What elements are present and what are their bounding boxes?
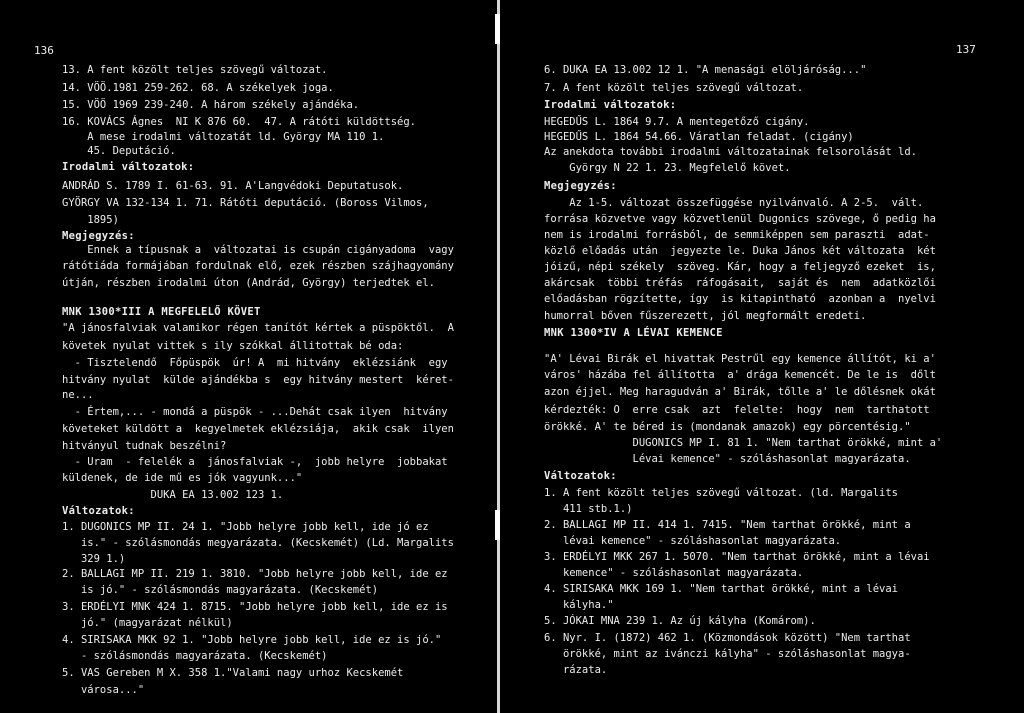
text-line: DUKA EA 13.002 123 1. xyxy=(62,489,284,501)
text-line: kérdezték: O erre csak azt felelte: hogy nem tarthatott xyxy=(544,404,930,416)
section-heading: Változatok: xyxy=(544,470,617,482)
text-line: 3. ERDÉLYI MKK 267 1. 5070. "Nem tarthat örökké, mint a lévai xyxy=(544,551,930,563)
text-line: 6. DUKA EA 13.002 12 1. "A menasági elöljáróság..." xyxy=(544,64,867,76)
text-line: - Értem,... - mondá a püspök - ...Dehát csak ilyen hitvány xyxy=(62,406,448,418)
section-heading: Megjegyzés: xyxy=(62,230,135,242)
text-line: akárcsak többi tréfás ráfogásait, saját és nem adatközlői xyxy=(544,277,936,289)
text-line: 16. KOVÁCS Ágnes NI K 876 60. 47. A rátóti küldöttség. xyxy=(62,116,417,128)
text-line: 13. A fent közölt teljes szövegű változat. xyxy=(62,64,328,76)
text-line: Lévai kemence" - szóláshasonlat magyarázata. xyxy=(544,453,911,465)
text-line: ne... xyxy=(62,389,94,401)
text-line: HEGEDŰS L. 1864 54.66. Váratlan feladat. (cigány) xyxy=(544,131,854,143)
text-line: 329 1.) xyxy=(62,553,126,565)
gutter-mark xyxy=(495,510,500,540)
text-line: hitványul tudnak beszélni? xyxy=(62,440,227,452)
left-page xyxy=(0,0,494,713)
text-line: - Tisztelendő Főpüspök úr! A mi hitvány eklézsiánk egy xyxy=(62,357,448,369)
text-line: "A jánosfalviak valamikor régen tanítót kértek a püspöktől. A xyxy=(62,322,454,334)
text-line: Ennek a típusnak a változatai is csupán cigányadoma vagy xyxy=(62,244,454,256)
right-page xyxy=(502,0,1024,713)
page-number: 137 xyxy=(956,43,976,56)
text-line: is jó." - szólásmondás magyarázata. (Kecskemét) xyxy=(62,584,379,596)
text-line: rátótiáda formájában fordulnak elő, ezek részben szájhagyomány xyxy=(62,260,454,272)
section-heading: Irodalmi változatok: xyxy=(544,99,677,111)
text-line: 6. Nyr. I. (1872) 462 1. (Közmondások között) "Nem tarthat xyxy=(544,632,911,644)
text-line: előadásban rögzítette, így is kitapintható azonban a nyelvi xyxy=(544,293,936,305)
text-line: 4. SIRISAKA MKK 92 1. "Jobb helyre jobb kell, ide ez is jó." xyxy=(62,634,442,646)
text-line: Az anekdota további irodalmi változatainak felsorolását ld. xyxy=(544,146,917,158)
text-line: 1. DUGONICS MP II. 24 1. "Jobb helyre jobb kell, ide jó ez xyxy=(62,521,429,533)
text-line: 14. VÖÖ.1981 259-262. 68. A székelyek joga. xyxy=(62,82,334,94)
text-line: követeket küldött a kegyelmetek eklézsiája, akik csak ilyen xyxy=(62,423,454,435)
text-line: 15. VÖÖ 1969 239-240. A három székely ajándéka. xyxy=(62,99,360,111)
text-line: 2. BALLAGI MP II. 414 1. 7415. "Nem tarthat örökké, mint a xyxy=(544,519,911,531)
section-heading: Változatok: xyxy=(62,505,135,517)
text-line: nem is irodalmi forrásból, de semmiképpen sem paraszti adat- xyxy=(544,229,930,241)
section-heading: Irodalmi változatok: xyxy=(62,161,195,173)
text-line: "A' Lévai Birák el hivattak Pestrűl egy kemence állítót, ki a' xyxy=(544,353,936,365)
text-line: rázata. xyxy=(544,664,608,676)
text-line: - Uram - felelék a jánosfalviak -, jobb helyre jobbakat xyxy=(62,456,448,468)
text-line: 7. A fent közölt teljes szövegű változat. xyxy=(544,82,804,94)
gutter-mark xyxy=(495,14,500,44)
text-line: 1895) xyxy=(62,214,119,226)
text-line: útján, részben irodalmi úton (Andrád, György) terjedtek el. xyxy=(62,277,435,289)
text-line: 411 stb.1.) xyxy=(544,503,633,515)
text-line: közlő előadás után jegyezte le. Duka János két változata két xyxy=(544,245,936,257)
text-line: ANDRÁD S. 1789 I. 61-63. 91. A'Langvédoki Deputatusok. xyxy=(62,180,404,192)
text-line: jóizű, népi székely szöveg. Kár, hogy a feljegyző ezeket is, xyxy=(544,261,936,273)
text-line: 2. BALLAGI MP II. 219 1. 3810. "Jobb helyre jobb kell, ide ez xyxy=(62,568,448,580)
section-heading: Megjegyzés: xyxy=(544,180,617,192)
text-line: Az 1-5. változat összefüggése nyilvánvaló. A 2-5. vált. xyxy=(544,197,924,209)
text-line: 5. JÓKAI MNA 239 1. Az új kályha (Komárom). xyxy=(544,615,816,627)
text-line: 1. A fent közölt teljes szövegű változat. (ld. Margalits xyxy=(544,487,899,499)
text-line: is." - szólásmondás megyarázata. (Kecskemét) (Ld. Margalits xyxy=(62,537,454,549)
text-line: azon éjjel. Meg haragudván a' Birák, tőlle a' le dőlésnek okát xyxy=(544,386,936,398)
text-line: György N 22 1. 23. Megfelelő követ. xyxy=(544,162,791,174)
text-line: HEGEDŰS L. 1864 9.7. A mentegetőző cigány. xyxy=(544,116,810,128)
text-line: 5. VAS Gereben M X. 358 1."Valami nagy urhoz Kecskemét xyxy=(62,667,404,679)
text-line: város' házába fel állította a' drága kemencét. De le is dőlt xyxy=(544,369,936,381)
text-line: humorral bőven fűszerezett, jól megformált eredeti. xyxy=(544,310,867,322)
text-line: városa..." xyxy=(62,684,145,696)
text-line: A mese irodalmi változatát ld. György MA 110 1. xyxy=(62,131,385,143)
text-line: követek nyulat vittek s ily szókkal állitottak bé oda: xyxy=(62,340,404,352)
text-line: 4. SIRISAKA MKK 169 1. "Nem tarthat örökké, mint a lévai xyxy=(544,583,899,595)
text-line: forrása közvetve vagy közvetlenül Dugonics szövege, ő pedig ha xyxy=(544,213,936,225)
text-line: GYÖRGY VA 132-134 1. 71. Rátóti deputáció. (Boross Vilmos, xyxy=(62,197,429,209)
text-line: 45. Deputáció. xyxy=(62,145,176,157)
text-line: hitvány nyulat külde ajándékba s egy hitvány mestert kéret- xyxy=(62,374,454,386)
text-line: lévai kemence" - szóláshasonlat magyarázata. xyxy=(544,535,842,547)
text-line: DUGONICS MP I. 81 1. "Nem tarthat örökké, mint a' xyxy=(544,437,943,449)
section-heading: MNK 1300*IV A LÉVAI KEMENCE xyxy=(544,327,723,339)
text-line: 3. ERDÉLYI MNK 424 1. 8715. "Jobb helyre jobb kell, ide ez is xyxy=(62,601,448,613)
gutter-line xyxy=(497,0,500,713)
page-number: 136 xyxy=(34,44,54,57)
text-line: kályha." xyxy=(544,599,614,611)
text-line: jó." (magyarázat nélkül) xyxy=(62,617,233,629)
text-line: örökké, mint az ivánczi kályha" - szóláshasonlat magya- xyxy=(544,648,911,660)
text-line: örökké. A' te béred is (mondanak amazok) egy pörcentésig." xyxy=(544,421,911,433)
section-heading: MNK 1300*III A MEGFELELŐ KÖVET xyxy=(62,306,261,318)
text-line: küldenek, de ide mű es jók vagyunk..." xyxy=(62,472,303,484)
text-line: - szólásmondás magyarázata. (Kecskemét) xyxy=(62,650,328,662)
text-line: kemence" - szóláshasonlat magyarázata. xyxy=(544,567,804,579)
